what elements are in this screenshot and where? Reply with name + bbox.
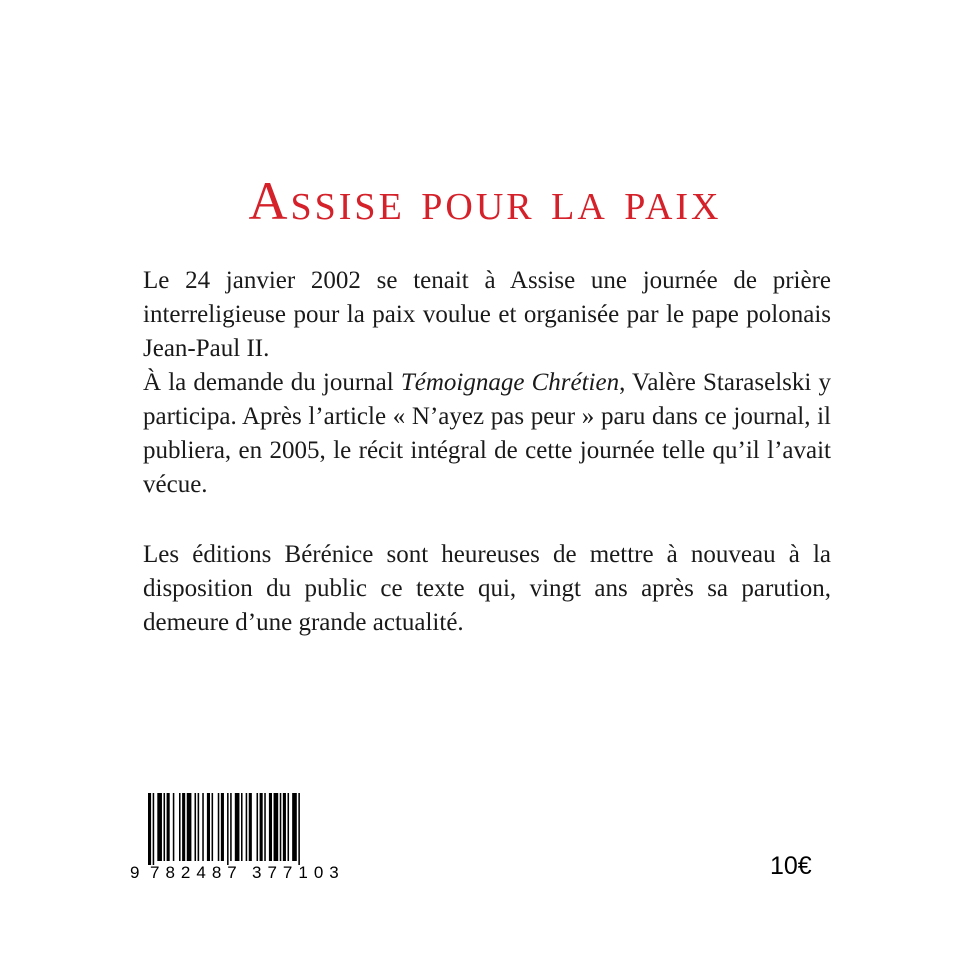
barcode-bar <box>157 793 162 861</box>
barcode-bar <box>274 793 279 861</box>
barcode-bar <box>182 793 185 861</box>
paragraph-intro: Le 24 janvier 2002 se tenait à Assise une journée de prière interreligieuse pour la paix voulue et organisée par le pape polonais Jean-Paul II. <box>143 267 831 362</box>
barcode-bar <box>280 793 282 861</box>
barcode-bar <box>227 793 229 865</box>
barcode-bar <box>173 793 175 861</box>
barcode-bar <box>153 793 155 865</box>
barcode-bar <box>288 793 290 861</box>
barcode-bar <box>167 793 170 861</box>
barcode-bar <box>241 793 243 861</box>
barcode-digits-group1: 782487 <box>150 863 243 882</box>
price-label: 10€ <box>770 852 812 880</box>
barcode-bar <box>269 793 272 861</box>
barcode-bar <box>187 793 192 861</box>
barcode-bar <box>257 793 259 861</box>
barcode-bar <box>264 793 266 861</box>
barcode-bar <box>218 793 220 861</box>
barcode-bar <box>283 793 286 861</box>
barcode-bar <box>292 793 297 861</box>
barcode-bar <box>179 793 181 861</box>
barcode-digit-lead: 9 <box>130 863 140 882</box>
barcode-bar <box>207 793 210 861</box>
book-title: Assise pour la paix <box>248 171 722 231</box>
back-cover-text <box>143 264 831 640</box>
barcode-icon <box>130 793 360 865</box>
barcode-digits-group2: 377103 <box>252 863 345 882</box>
isbn-barcode <box>130 793 360 883</box>
barcode-bar <box>195 793 197 861</box>
barcode-bar <box>221 793 224 861</box>
barcode-bar <box>148 793 151 865</box>
barcode-bar <box>164 793 166 861</box>
journal-name: Témoignage Chrétien <box>400 369 620 396</box>
barcode-bar <box>298 793 300 865</box>
barcode-bar <box>198 793 200 861</box>
paragraph-edition: Les éditions Bérénice sont heureuses de mettre à nouveau à la disposition du public ce texte qui, vingt ans après sa parution, demeure d’une grande actualité. <box>143 541 831 636</box>
barcode-bar <box>249 793 252 861</box>
barcode-bar <box>235 793 240 861</box>
barcode-bar <box>212 793 214 861</box>
barcode-bar <box>246 793 248 861</box>
paragraph-participation-post: , Valère Staraselski y participa. Après l’article « N’ayez pas peur » paru dans ce journal, il publiera, en 2005, le récit intégral de cette journée telle qu’il l’avait vécue. <box>143 369 831 498</box>
paragraph-participation-pre: À la demande du journal <box>143 369 401 396</box>
paragraph-participation <box>143 366 831 502</box>
barcode-bar <box>202 793 204 861</box>
barcode-bar <box>260 793 263 861</box>
barcode-bar <box>230 793 232 861</box>
